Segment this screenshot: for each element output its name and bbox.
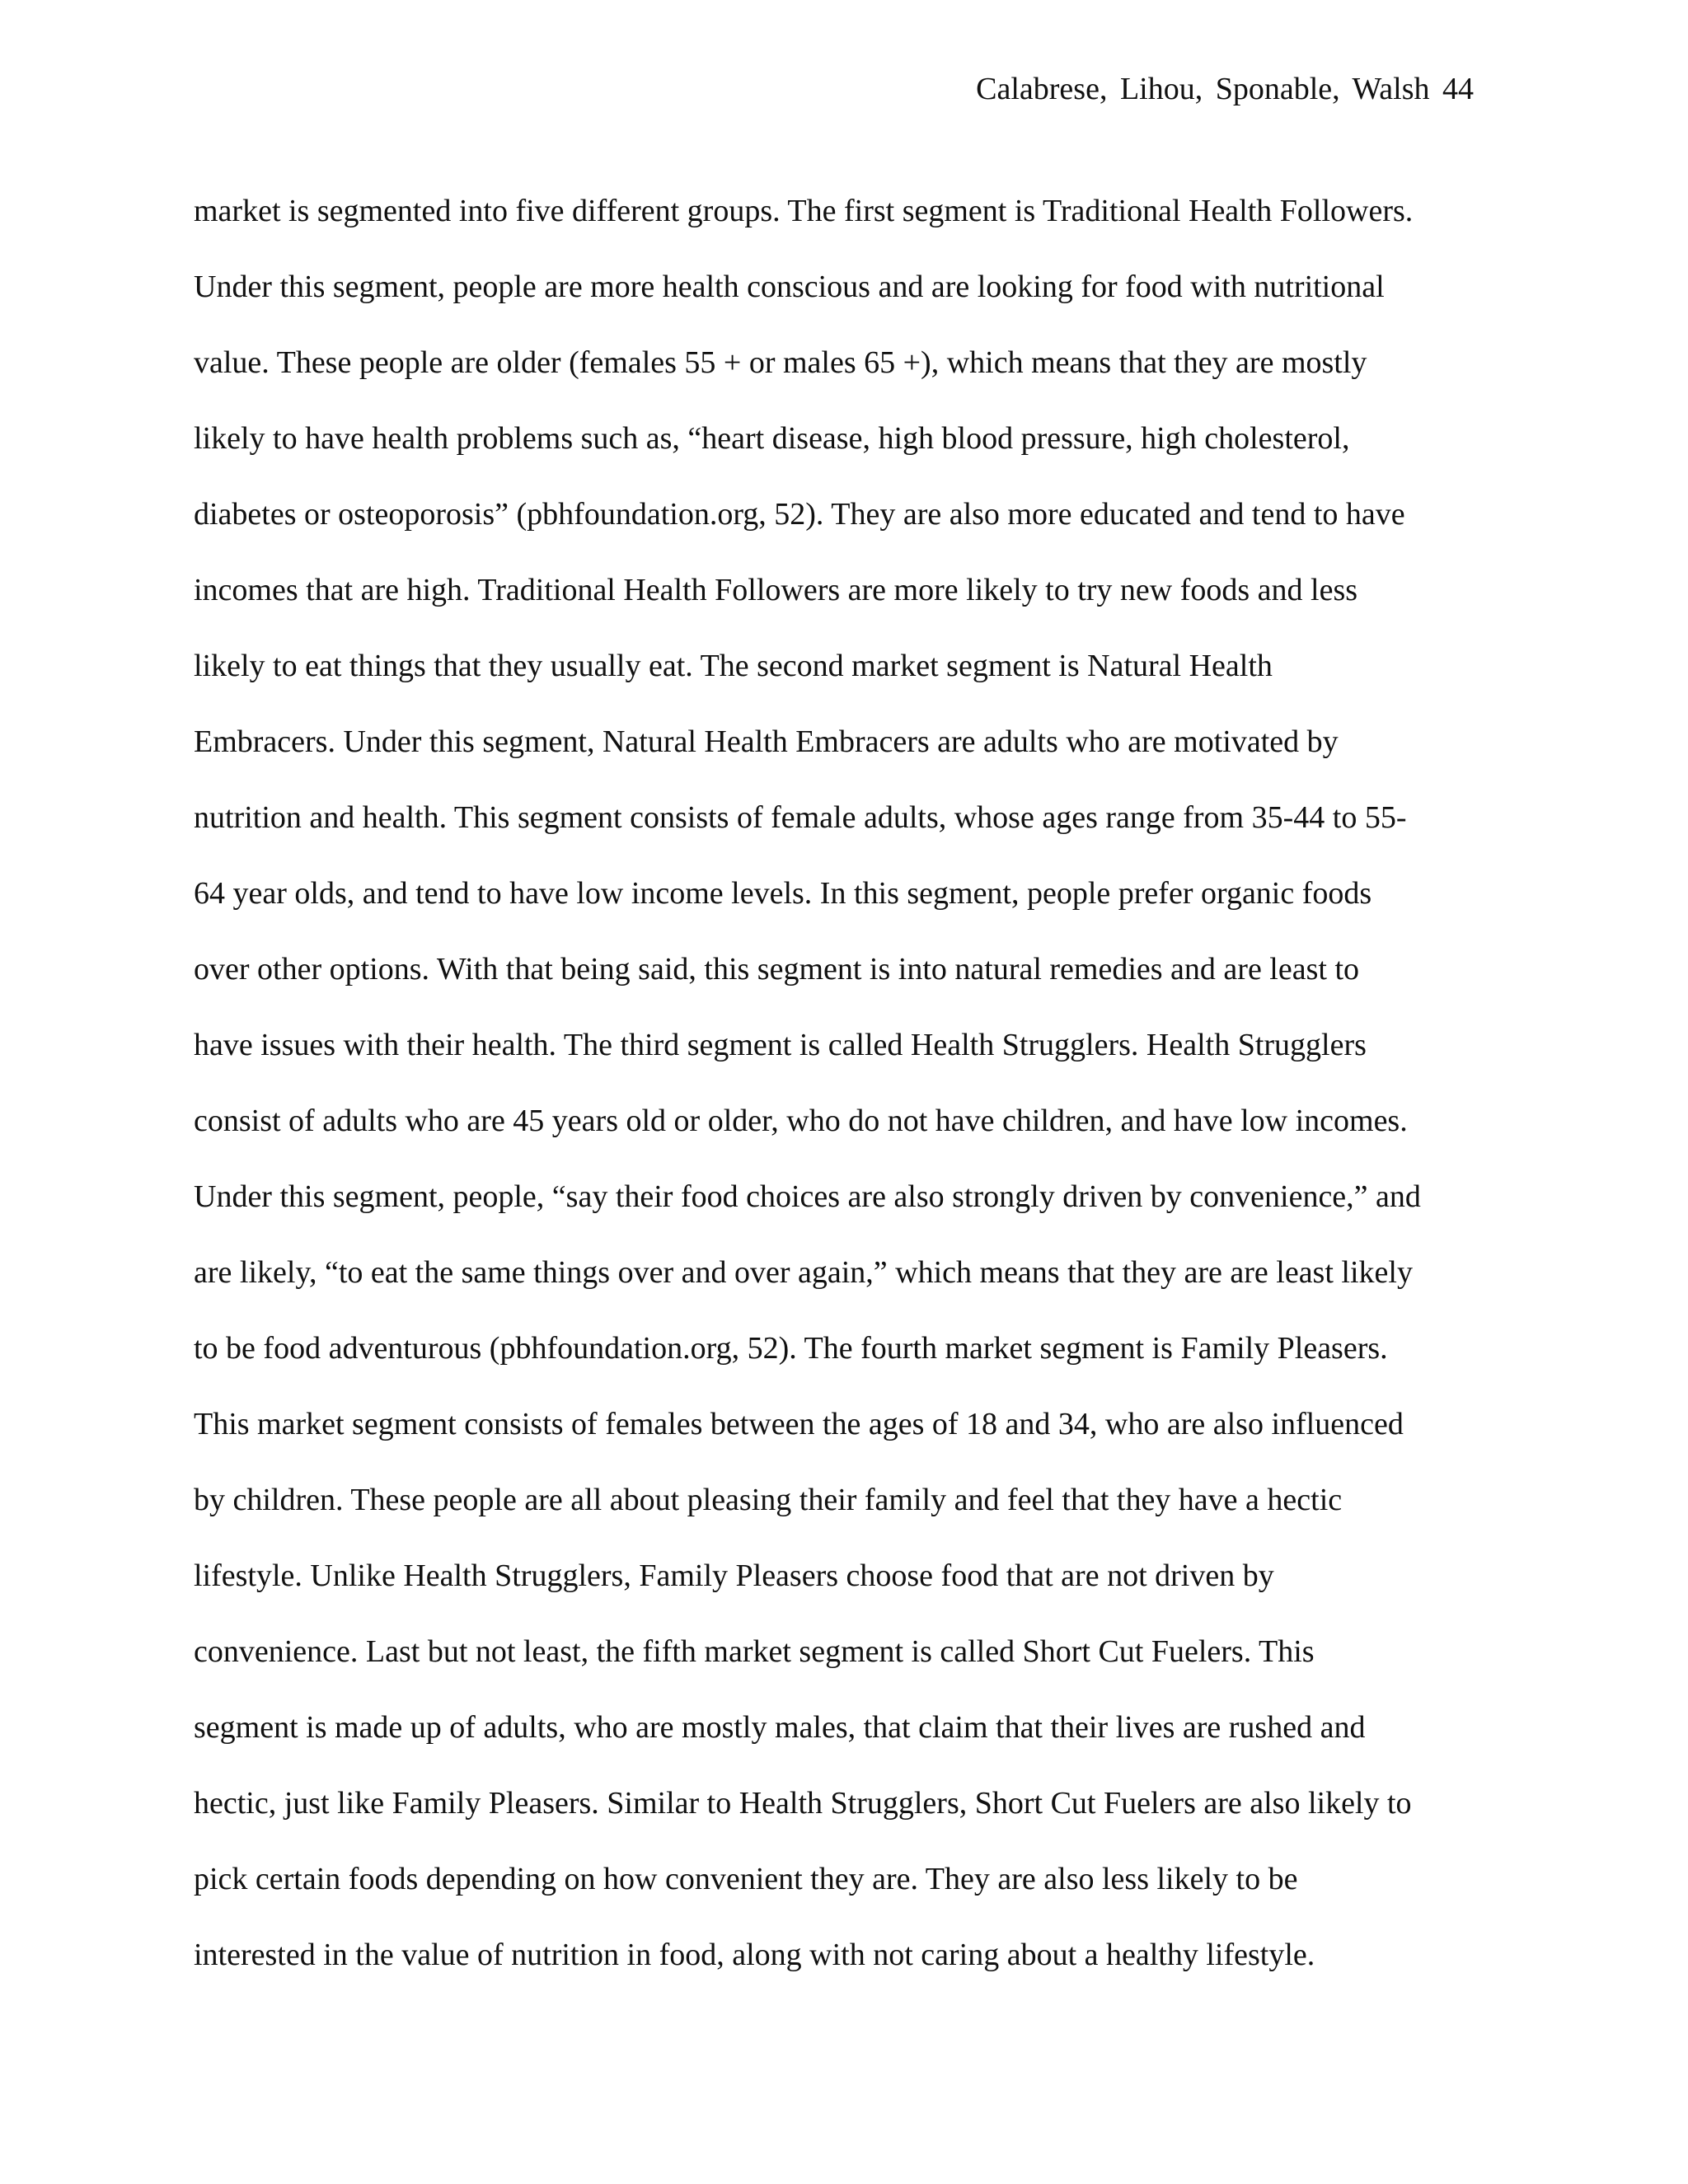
text-line: by children. These people are all about pleasing their family and feel that they have a hectic <box>194 1483 1343 1517</box>
text-line: are likely, “to eat the same things over and over again,” which means that they are are least likely <box>194 1255 1413 1290</box>
text-line: value. These people are older (females 55 + or males 65 +), which means that they are mostly <box>194 345 1367 380</box>
text-line: to be food adventurous (pbhfoundation.org, 52). The fourth market segment is Family Pleasers. <box>194 1331 1388 1366</box>
text-line: consist of adults who are 45 years old or older, who do not have children, and have low incomes. <box>194 1104 1408 1138</box>
text-line: This market segment consists of females between the ages of 18 and 34, who are also influenced <box>194 1407 1404 1441</box>
body-paragraph <box>194 191 1512 2011</box>
text-line: hectic, just like Family Pleasers. Similar to Health Strugglers, Short Cut Fuelers are also likely to <box>194 1786 1412 1821</box>
text-line: incomes that are high. Traditional Health Followers are more likely to try new foods and less <box>194 573 1358 607</box>
text-line: 64 year olds, and tend to have low income levels. In this segment, people prefer organic foods <box>194 876 1372 911</box>
running-head: Calabrese, Lihou, Sponable, Walsh 44 <box>976 72 1474 106</box>
text-line: segment is made up of adults, who are mostly males, that claim that their lives are rushed and <box>194 1710 1366 1745</box>
text-line: nutrition and health. This segment consists of female adults, whose ages range from 35-44 to 55- <box>194 800 1407 835</box>
text-line: likely to have health problems such as, “heart disease, high blood pressure, high cholesterol, <box>194 421 1350 456</box>
text-line: pick certain foods depending on how convenient they are. They are also less likely to be <box>194 1862 1298 1896</box>
text-line: Under this segment, people are more health conscious and are looking for food with nutritional <box>194 269 1385 304</box>
text-line: interested in the value of nutrition in food, along with not caring about a healthy lifestyle. <box>194 1938 1315 1972</box>
text-line: have issues with their health. The third segment is called Health Strugglers. Health Strugglers <box>194 1028 1367 1062</box>
text-line: lifestyle. Unlike Health Strugglers, Family Pleasers choose food that are not driven by <box>194 1558 1274 1593</box>
text-line: diabetes or osteoporosis” (pbhfoundation.org, 52). They are also more educated and tend to have <box>194 497 1405 532</box>
text-line: market is segmented into five different groups. The first segment is Traditional Health Followers. <box>194 194 1414 228</box>
text-line: convenience. Last but not least, the fifth market segment is called Short Cut Fuelers. This <box>194 1634 1315 1669</box>
text-line: over other options. With that being said, this segment is into natural remedies and are least to <box>194 952 1359 987</box>
text-line: likely to eat things that they usually eat. The second market segment is Natural Health <box>194 649 1273 683</box>
text-line: Embracers. Under this segment, Natural Health Embracers are adults who are motivated by <box>194 724 1339 759</box>
text-line: Under this segment, people, “say their food choices are also strongly driven by convenience,” and <box>194 1179 1421 1214</box>
